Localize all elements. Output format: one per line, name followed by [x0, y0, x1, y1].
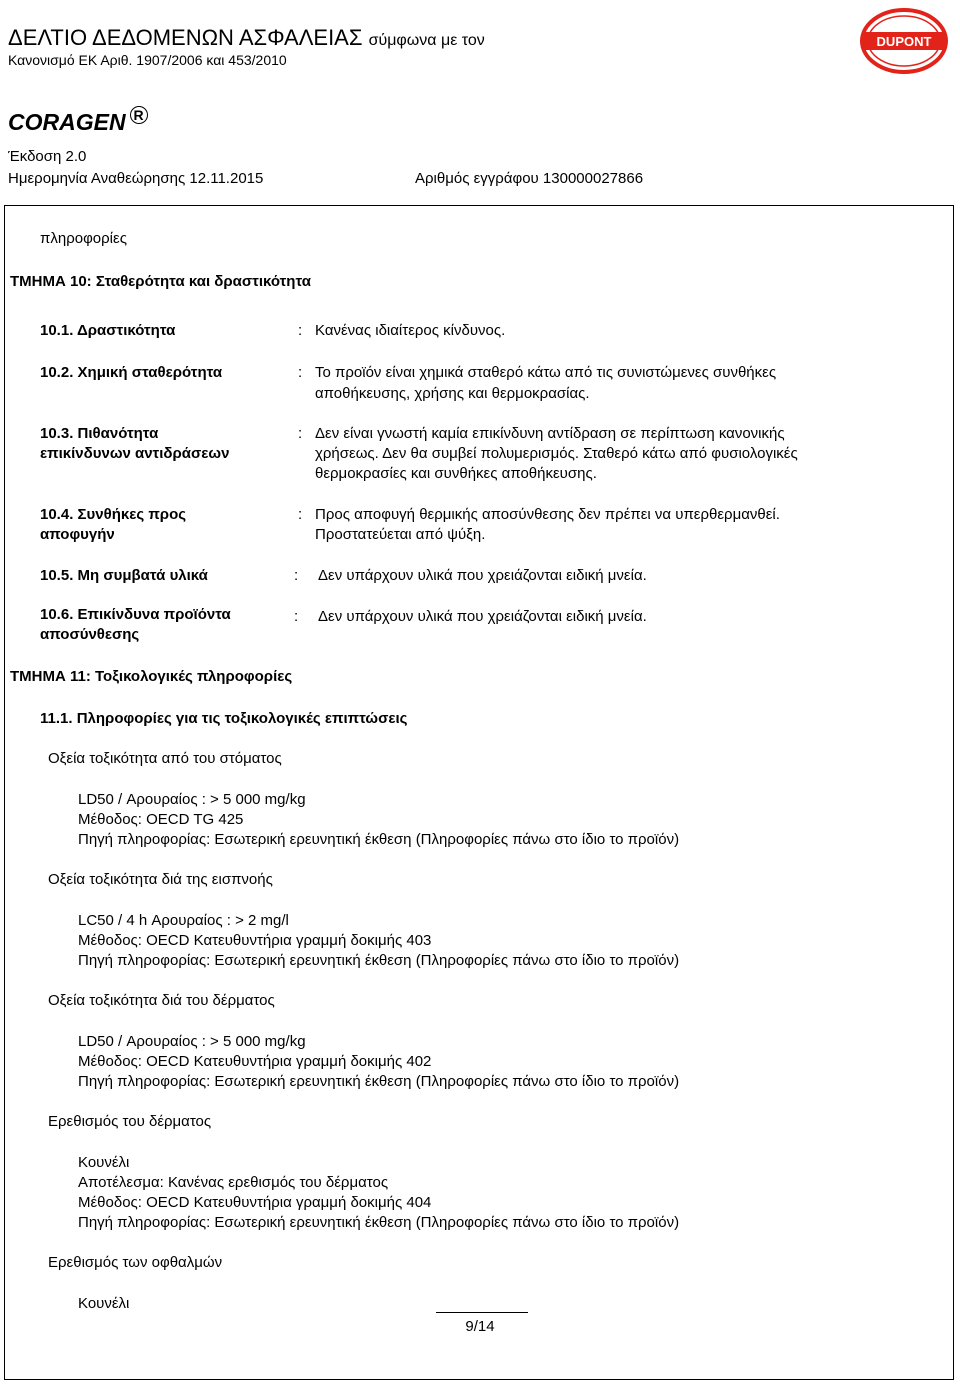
item-10-2-value-line: αποθήκευσης, χρήσης και θερμοκρασίας. — [315, 385, 590, 402]
revision-date: Ημερομηνία Αναθεώρησης 12.11.2015 — [8, 170, 264, 187]
section-10-title: ΤΜΗΜΑ 10: Σταθερότητα και δραστικότητα — [10, 273, 311, 290]
regulation-reference: Κανονισμό ΕΚ Αριθ. 1907/2006 και 453/2010 — [8, 52, 287, 68]
block-heading: Οξεία τοξικότητα από του στόματος — [48, 750, 282, 767]
block-line: Πηγή πληροφορίας: Εσωτερική ερευνητική έκθεση (Πληροφορίες πάνω στο ίδιο το προϊόν) — [78, 1073, 680, 1090]
section-11-subtitle: 11.1. Πληροφορίες για τις τοξικολογικές επιπτώσεις — [40, 710, 408, 727]
item-10-3-value-line: Δεν είναι γνωστή καμία επικίνδυνη αντίδραση σε περίπτωση κανονικής — [315, 425, 785, 442]
item-10-3-label: 10.3. Πιθανότητα — [40, 425, 159, 442]
item-10-1-label: 10.1. Δραστικότητα — [40, 322, 176, 339]
block-line: Μέθοδος: OECD Κατευθυντήρια γραμμή δοκιμής 402 — [78, 1053, 432, 1070]
block-heading: Οξεία τοξικότητα διά του δέρματος — [48, 992, 275, 1009]
block-line: Πηγή πληροφορίας: Εσωτερική ερευνητική έκθεση (Πληροφορίες πάνω στο ίδιο το προϊόν) — [78, 1214, 680, 1231]
block-heading: Οξεία τοξικότητα διά της εισπνοής — [48, 871, 273, 888]
document-number: Αριθμός εγγράφου 130000027866 — [415, 170, 644, 187]
page-number-rule — [436, 1312, 528, 1313]
page-number: 9/14 — [465, 1318, 495, 1335]
block-line: LD50 / Αρουραίος : > 5 000 mg/kg — [78, 1033, 306, 1050]
logo-text: DUPONT — [876, 34, 932, 49]
item-10-5-colon: : — [294, 567, 299, 584]
section-11-title: ΤΜΗΜΑ 11: Τοξικολογικές πληροφορίες — [10, 668, 293, 685]
block-line: Πηγή πληροφορίας: Εσωτερική ερευνητική έκθεση (Πληροφορίες πάνω στο ίδιο το προϊόν) — [78, 952, 680, 969]
block-line: Μέθοδος: OECD Κατευθυντήρια γραμμή δοκιμής 403 — [78, 932, 432, 949]
block-line: Κουνέλι — [78, 1295, 130, 1312]
item-10-6-value: Δεν υπάρχουν υλικά που χρειάζονται ειδική μνεία. — [318, 608, 647, 625]
item-10-4-value-line: Προστατεύεται από ψύξη. — [315, 526, 486, 543]
block-line: Μέθοδος: OECD TG 425 — [78, 811, 244, 828]
item-10-4-label: 10.4. Συνθήκες προς — [40, 506, 187, 523]
item-10-3-colon: : — [298, 425, 303, 442]
item-10-2-colon: : — [298, 364, 303, 381]
block-line: Πηγή πληροφορίας: Εσωτερική ερευνητική έκθεση (Πληροφορίες πάνω στο ίδιο το προϊόν) — [78, 831, 680, 848]
block-line: Αποτέλεσμα: Κανένας ερεθισμός του δέρματος — [78, 1174, 389, 1191]
item-10-6-label: 10.6. Επικίνδυνα προϊόντα — [40, 606, 231, 623]
intro-text: πληροφορίες — [40, 230, 127, 247]
item-10-4-value-line: Προς αποφυγή θερμικής αποσύνθεσης δεν πρέπει να υπερθερμανθεί. — [315, 506, 780, 523]
block-line: Κουνέλι — [78, 1154, 130, 1171]
item-10-5-label: 10.5. Μη συμβατά υλικά — [40, 567, 208, 584]
item-10-3-label-cont: επικίνδυνων αντιδράσεων — [40, 445, 230, 462]
item-10-6-label-cont: αποσύνθεσης — [40, 626, 140, 643]
item-10-3-value-line: χρήσεως. Δεν θα συμβεί πολυμερισμός. Σταθερό κάτω από φυσιολογικές — [315, 445, 798, 462]
item-10-2-value-line: Το προϊόν είναι χημικά σταθερό κάτω από τις συνιστώμενες συνθήκες — [315, 364, 777, 381]
product-name: CORAGEN $^R$ — [8, 106, 148, 136]
block-heading: Ερεθισμός του δέρματος — [48, 1113, 212, 1130]
dupont-logo — [860, 8, 948, 74]
block-line: Μέθοδος: OECD Κατευθυντήρια γραμμή δοκιμής 404 — [78, 1194, 432, 1211]
item-10-6-colon: : — [294, 608, 299, 625]
registered-mark: R — [130, 106, 148, 124]
item-10-2-label: 10.2. Χημική σταθερότητα — [40, 364, 223, 381]
item-10-4-label-cont: αποφυγήν — [40, 526, 115, 543]
item-10-5-value: Δεν υπάρχουν υλικά που χρειάζονται ειδική μνεία. — [318, 567, 647, 584]
document-title: ΔΕΛΤΙΟ ΔΕΔΟΜΕΝΩΝ ΑΣΦΑΛΕΙΑΣ σύμφωνα με τον — [8, 25, 485, 50]
version: Έκδοση 2.0 — [8, 148, 87, 165]
item-10-1-colon: : — [298, 322, 303, 339]
block-line: LC50 / 4 h Αρουραίος : > 2 mg/l — [78, 912, 289, 929]
item-10-4-colon: : — [298, 506, 303, 523]
block-line: LD50 / Αρουραίος : > 5 000 mg/kg — [78, 791, 306, 808]
block-heading: Ερεθισμός των οφθαλμών — [48, 1254, 223, 1271]
item-10-3-value-line: θερμοκρασίες και συνθήκες αποθήκευσης. — [315, 465, 597, 482]
item-10-1-value: Κανένας ιδιαίτερος κίνδυνος. — [315, 322, 506, 339]
